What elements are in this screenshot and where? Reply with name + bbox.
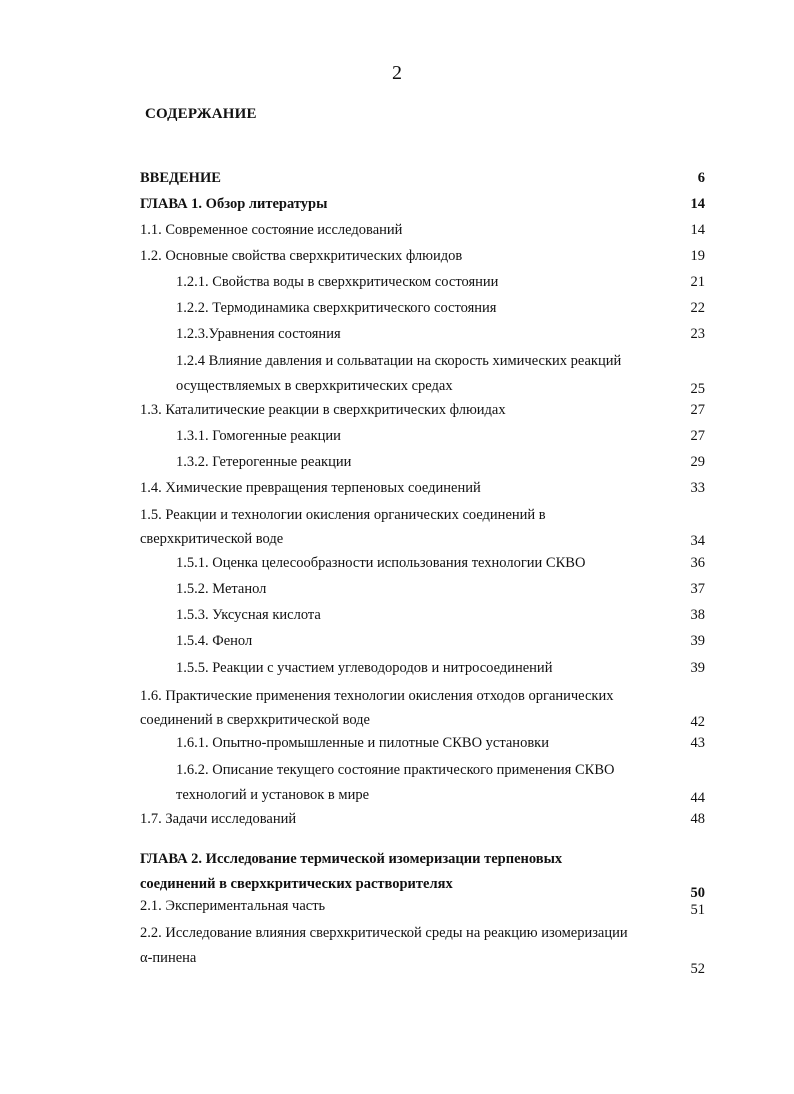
toc-entry-page: 42 xyxy=(690,714,705,730)
toc-entry xyxy=(140,452,705,472)
toc-entry-text: 1.3.2. Гетерогенные реакции xyxy=(176,454,352,470)
toc-entry xyxy=(140,400,705,420)
toc-entry-page: 14 xyxy=(690,222,705,238)
page-number: 2 xyxy=(392,62,402,84)
toc-entry-page: 27 xyxy=(690,428,705,444)
toc-entry xyxy=(140,503,705,551)
toc-entry xyxy=(140,298,705,318)
toc-entry-text: 1.2.4 Влияние давления и сольватации на скорость химических реакций осуществляемых в сверхкритических средах xyxy=(176,353,622,394)
toc-entry-text: 1.3. Каталитические реакции в сверхкритических флюидах xyxy=(140,402,506,418)
toc-entry xyxy=(140,324,705,344)
toc-entry-text: 1.5.3. Уксусная кислота xyxy=(176,607,321,623)
toc-entry xyxy=(140,579,705,599)
toc-entry-text: ВВЕДЕНИЕ xyxy=(140,170,221,186)
toc-entry-text: 1.6.2. Описание текущего состояние практического применения СКВО технологий и установок в мире xyxy=(176,762,615,803)
toc-entry xyxy=(140,168,705,188)
toc-entry-text: 1.2.2. Термодинамика сверхкритического состояния xyxy=(176,300,497,316)
toc-entry-page: 23 xyxy=(690,326,705,342)
toc-entry xyxy=(140,921,705,977)
toc-entry-text: 1.2. Основные свойства сверхкритических флюидов xyxy=(140,248,463,264)
toc-title: СОДЕРЖАНИЕ xyxy=(145,106,257,122)
toc-entry xyxy=(140,194,705,214)
toc-entry-text: 1.5. Реакции и технологии окисления органических соединений в сверхкритической воде xyxy=(140,507,546,547)
toc-entry xyxy=(140,553,705,573)
toc-entry xyxy=(140,758,705,808)
toc-entry xyxy=(140,847,705,901)
toc-entry-page: 33 xyxy=(690,480,705,496)
toc-entry xyxy=(140,478,705,498)
toc-entry-page: 50 xyxy=(690,885,705,901)
toc-entry xyxy=(140,349,705,399)
toc-entry-page: 14 xyxy=(690,196,705,212)
toc-entry-text: 1.6. Практические применения технологии окисления отходов органических соединений в сверхкритической воде xyxy=(140,688,614,728)
toc-entry-text: ГЛАВА 1. Обзор литературы xyxy=(140,196,328,212)
toc-entry-text: 1.2.3.Уравнения состояния xyxy=(176,326,341,342)
toc-entry-page: 19 xyxy=(690,248,705,264)
toc-entry-page: 34 xyxy=(690,533,705,549)
toc-entry-text: 1.5.2. Метанол xyxy=(176,581,267,597)
toc-entry-text: 1.3.1. Гомогенные реакции xyxy=(176,428,341,444)
toc-entry-page: 29 xyxy=(690,454,705,470)
toc-entry xyxy=(140,896,705,916)
toc-entry-page: 25 xyxy=(690,381,705,397)
toc-entry xyxy=(140,220,705,240)
toc-entry xyxy=(140,246,705,266)
toc-entry-page: 37 xyxy=(690,581,705,597)
toc-entry-text: 1.1. Современное состояние исследований xyxy=(140,222,403,238)
toc-entry-page: 39 xyxy=(690,660,705,676)
toc-entry-page: 39 xyxy=(690,633,705,649)
toc-entry xyxy=(140,272,705,292)
toc-entry xyxy=(140,809,705,829)
toc-entry-text: 1.5.1. Оценка целесообразности использования технологии СКВО xyxy=(176,555,586,571)
toc-entry-text: 1.5.5. Реакции с участием углеводородов и нитросоединений xyxy=(176,660,553,676)
toc-entry-page: 51 xyxy=(690,902,705,918)
toc-entry-text: 2.1. Экспериментальная часть xyxy=(140,898,326,914)
toc-entry xyxy=(140,733,705,753)
toc-entry-text: ГЛАВА 2. Исследование термической изомеризации терпеновых соединений в сверхкритических растворителях xyxy=(140,851,563,892)
toc-entry-page: 38 xyxy=(690,607,705,623)
toc-entry xyxy=(140,605,705,625)
toc-entry-page: 36 xyxy=(690,555,705,571)
toc-entry-page: 21 xyxy=(690,274,705,290)
toc-entry-page: 22 xyxy=(690,300,705,316)
toc-entry-page: 44 xyxy=(690,790,705,806)
toc-entry-text: 1.5.4. Фенол xyxy=(176,633,253,649)
toc-entry-page: 6 xyxy=(697,170,705,186)
toc-entry-text: 1.7. Задачи исследований xyxy=(140,811,297,827)
toc-entry-text: 2.2. Исследование влияния сверхкритической среды на реакцию изомеризации α-пинена xyxy=(140,925,628,966)
toc-entry-page: 27 xyxy=(690,402,705,418)
toc-entry xyxy=(140,426,705,446)
toc-entry-page: 52 xyxy=(690,961,705,977)
toc-entry xyxy=(140,631,705,651)
toc-entry-page: 48 xyxy=(690,811,705,827)
toc-entry-text: 1.6.1. Опытно-промышленные и пилотные СКВО установки xyxy=(176,735,549,751)
toc-entry xyxy=(140,658,705,678)
toc-entry-text: 1.2.1. Свойства воды в сверхкритическом состоянии xyxy=(176,274,499,290)
toc-entry-text: 1.4. Химические превращения терпеновых соединений xyxy=(140,480,481,496)
toc-entry xyxy=(140,684,705,732)
toc-entry-page: 43 xyxy=(690,735,705,751)
